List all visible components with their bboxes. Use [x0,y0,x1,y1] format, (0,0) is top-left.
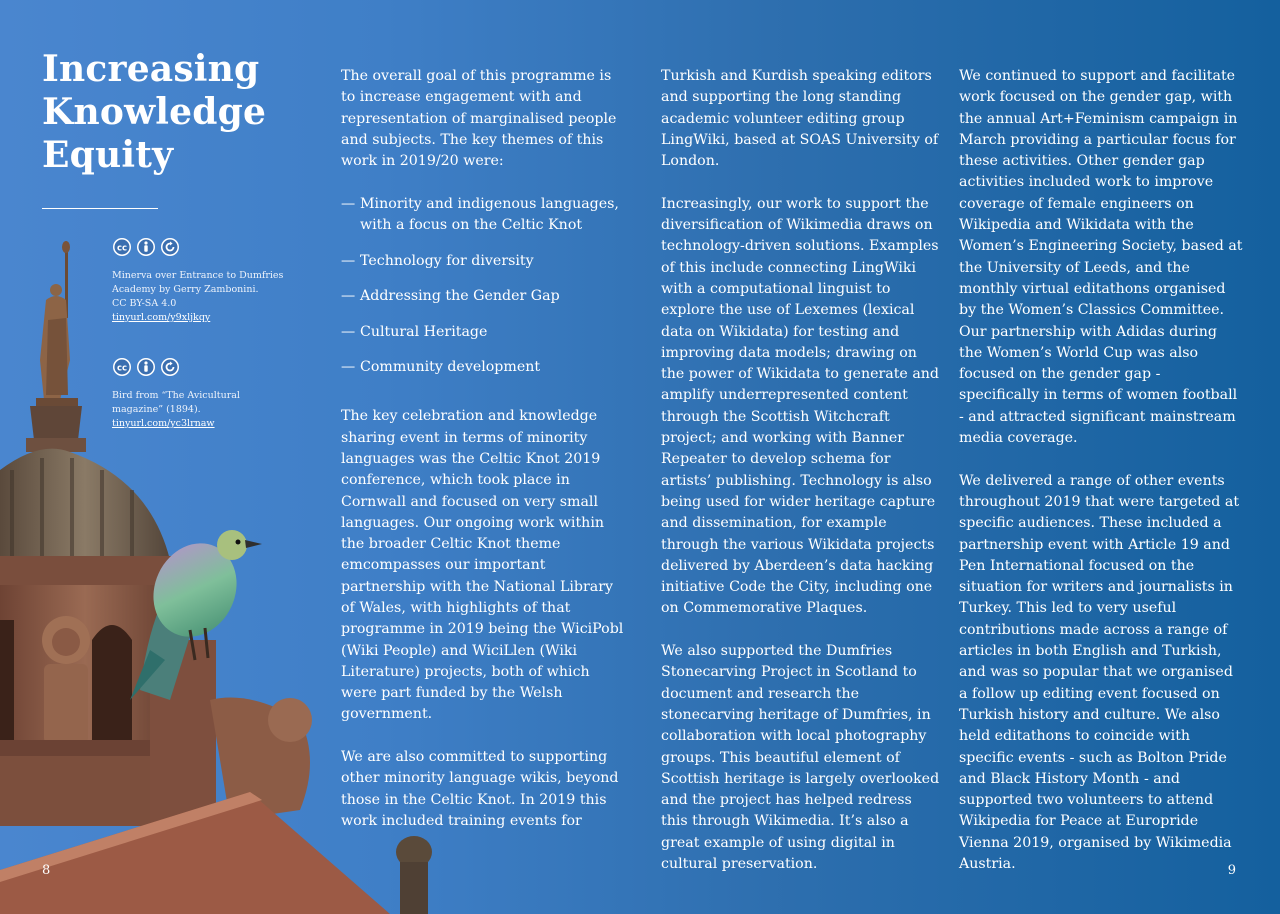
credit-link[interactable]: tinyurl.com/yc3lrnaw [112,418,215,429]
bullet-dash: — [341,359,356,376]
minerva-statue [36,241,78,406]
text-column-1 [341,66,627,854]
theme-item: — Cultural Heritage [341,322,627,343]
credit-line: Academy by Gerry Zambonini. [112,284,259,295]
credit-line: Minerva over Entrance to Dumfries [112,270,284,281]
by-attribution-icon [136,357,156,377]
title-line-2: Knowledge [42,91,267,133]
celtic-knot-paragraph: The key celebration and knowledge sharing event in terms of minority languages was the Celtic Knot 2019 conference, which took place in Cornwall and focused on very small languages. Our ongoing work within the broader Celtic Knot theme emcompasses our important partnership with the National Library of Wales, with highlights of that programme in 2019 being the WiciPobl (Wiki People) and WiciLlen (Wiki Literature) projects, both of which were part funded by the Welsh government. [341,408,624,723]
title-divider [42,208,158,209]
theme-item: — Addressing the Gender Gap [341,286,627,307]
technology-paragraph: Increasingly, our work to support the diversification of Wikimedia draws on technology-driven solutions. Examples of this include connecting LingWiki with a computational linguist to explore the use of Lexemes (lexical data on Wikidata) for testing and improving data models; drawing on the power of Wikidata to generate and amplify underrepresented content through the Scottish Witchcraft project; and working with Banner Repeater to develop schema for artists’ publishing. Technology is also being used for wider heritage capture and dissemination, for example through the various Wikidata projects delivered by Aberdeen’s data hacking initiative Code the City, including one on Commemorative Plaques. [661,195,940,617]
gender-gap-paragraph: We continued to support and facilitate work focused on the gender gap, with the annual Art+Feminism campaign in March providing a particular focus for these activities. Other gender gap activities included work to improve coverage of female engineers on Wikipedia and Wikidata with the Women’s Engineering Society, based at the University of Leeds, and the monthly virtual editathons organised by the Women’s Classics Committee. Our partnership with Adidas during the Women’s World Cup was also focused on the gender gap - specifically in terms of women football - and attracted significant mainstream media coverage. [959,68,1243,447]
credit-link[interactable]: tinyurl.com/y9xljkqy [112,312,211,323]
minority-languages-paragraph: We are also committed to supporting other minority language wikis, beyond those in the Celtic Knot. In 2019 this work included training events for [341,749,619,829]
themes-list [341,194,627,379]
cc-icon [112,237,132,257]
image-credit-bird [112,357,302,431]
title-line-1: Increasing [42,48,260,90]
theme-item: — Minority and indigenous languages, with a focus on the Celtic Knot [341,195,619,234]
lantern-pedestal [26,406,86,452]
bullet-dash: — [341,195,356,212]
title-line-3: Equity [42,134,174,176]
image-credit-minerva [112,237,302,325]
dome [0,449,170,560]
sa-share-alike-icon [160,357,180,377]
events-paragraph: We delivered a range of other events throughout 2019 that were targeted at specific audiences. These included a partnership event with Article 19 and Pen International focused on the situation for writers and journalists in Turkey. This led to very useful contributions made across a range of articles in both English and Turkish, and was so popular that we organised a follow up editing event focused on Turkish history and culture. We also held editathons to coincide with specific events - such as Bolton Pride and Black History Month - and supported two volunteers to attend Wikipedia for Peace at Europride Vienna 2019, organised by Wikimedia Austria. [959,472,1240,872]
bullet-dash: — [341,252,356,269]
by-attribution-icon [136,237,156,257]
sa-share-alike-icon [160,237,180,257]
bullet-dash: — [341,288,356,305]
license-icons [112,237,302,257]
page-number-left: 8 [42,863,51,878]
text-column-2 [661,66,941,897]
bullet-dash: — [341,323,356,340]
license-icons [112,357,302,377]
text-column-3 [959,66,1244,897]
credit-line: magazine” (1894). [112,404,201,415]
svg-text:cc: cc [116,363,128,374]
cc-icon [112,357,132,377]
dumfries-paragraph: We also supported the Dumfries Stonecarving Project in Scotland to document and research the stonecarving heritage of Dumfries, in collaboration with local photography groups. This beautiful element of Scottish heritage is largely overlooked and the project has helped redress this through Wikimedia. It’s also a great example of using digital in cultural preservation. [661,643,940,872]
credit-line: Bird from “The Avicultural [112,390,240,401]
svg-text:cc: cc [116,243,128,254]
page-title [42,48,266,177]
theme-item: — Technology for diversity [341,251,627,272]
theme-item: — Community development [341,357,627,378]
lingwiki-paragraph: Turkish and Kurdish speaking editors and supporting the long standing academic volunteer editing group LingWiki, based at SOAS University of London. [661,68,939,170]
page-number-right: 9 [1227,863,1236,878]
credit-line: CC BY-SA 4.0 [112,298,177,309]
intro-paragraph: The overall goal of this programme is to increase engagement with and representation of marginalised people and subjects. The key themes of this work in 2019/20 were: [341,68,617,170]
